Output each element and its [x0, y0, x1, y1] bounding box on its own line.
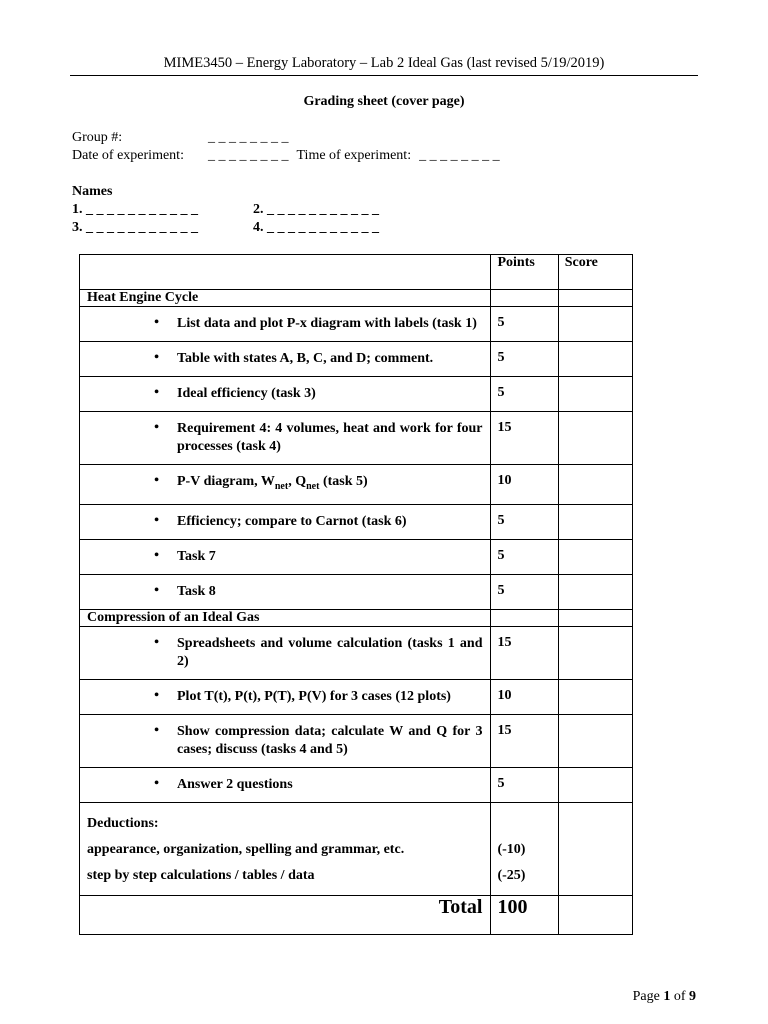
table-row: [80, 504, 633, 539]
grading-table: [79, 254, 633, 935]
group-info: [72, 129, 500, 165]
task-text: P-V diagram, $W_{net}$, $Q_{net}$ (task 5): [177, 474, 368, 492]
bullet: •: [154, 315, 159, 330]
task-points: 5: [491, 767, 558, 802]
score-cell: [558, 574, 632, 609]
task-points: 5: [491, 539, 558, 574]
score-cell: [558, 342, 632, 377]
score-cell: [558, 377, 632, 412]
table-row: [80, 377, 633, 412]
task-points: 5: [491, 342, 558, 377]
score-cell: [558, 714, 632, 767]
table-row: [80, 679, 633, 714]
time-label: Time of experiment:: [296, 148, 412, 163]
name-4: 4. _ _ _ _ _ _ _ _ _ _ _: [253, 220, 379, 235]
deduction-points: (-25): [497, 867, 526, 883]
name-2: 2. _ _ _ _ _ _ _ _ _ _ _: [253, 202, 379, 217]
task-points: 15: [491, 714, 558, 767]
page-header: MIME3450 – Energy Laboratory – Lab 2 Ideal Gas (last revised 5/19/2019): [70, 55, 698, 76]
table-header-task: [80, 255, 491, 290]
score-cell: [558, 307, 632, 342]
group-label: Group #:: [72, 130, 123, 145]
task-points: 5: [491, 377, 558, 412]
name-1: 1. _ _ _ _ _ _ _ _ _ _ _: [72, 202, 198, 217]
bullet: •: [154, 473, 159, 488]
score-cell: [558, 504, 632, 539]
page-title: Grading sheet (cover page): [303, 94, 465, 109]
deduction-item: step by step calculations / tables / data: [87, 867, 315, 883]
table-row: [80, 626, 633, 679]
table-row: [80, 574, 633, 609]
page-total: 9: [689, 989, 696, 1004]
section-compression: Compression of an Ideal Gas: [80, 609, 491, 626]
task-points: 5: [491, 504, 558, 539]
page-word: Page: [632, 989, 660, 1004]
section-row: [80, 609, 633, 626]
table-row: [80, 714, 633, 767]
name-3: 3. _ _ _ _ _ _ _ _ _ _ _: [72, 220, 198, 235]
section-row: [80, 290, 633, 307]
table-row: [80, 767, 633, 802]
date-label: Date of experiment:: [72, 148, 184, 163]
task-text: Ideal efficiency (task 3): [177, 386, 316, 401]
task-text: Answer 2 questions: [177, 776, 293, 792]
score-cell: [558, 412, 632, 465]
bullet: •: [154, 547, 159, 563]
table-header-row: [80, 255, 633, 290]
task-points: 5: [491, 307, 558, 342]
of-word: of: [673, 989, 686, 1004]
bullet: •: [154, 722, 159, 738]
deduction-points: (-10): [497, 841, 526, 857]
total-points: 100: [491, 895, 558, 934]
task-text: Show compression data; calculate W and Q for 3 cases; discuss (tasks 4 and 5): [177, 723, 483, 757]
task-text: List data and plot P-x diagram with labels (task 1): [177, 316, 477, 331]
table-row: [80, 307, 633, 342]
score-cell: [558, 767, 632, 802]
task-text: Task 8: [177, 583, 216, 599]
points-header: Points: [491, 255, 558, 290]
task-points: 15: [491, 412, 558, 465]
task-text: Task 7: [177, 548, 216, 564]
table-row: [80, 412, 633, 465]
task-text: Requirement 4: 4 volumes, heat and work for four processes (task 4): [177, 421, 483, 454]
names-block: [72, 183, 379, 237]
table-row: [80, 539, 633, 574]
date-blank: _ _ _ _ _ _ _ _: [208, 148, 289, 163]
bullet: •: [154, 350, 159, 365]
score-cell: [558, 465, 632, 505]
group-blank: _ _ _ _ _ _ _ _: [208, 130, 289, 145]
total-score-cell: [558, 895, 632, 934]
bullet: •: [154, 634, 159, 650]
task-points: 10: [491, 679, 558, 714]
bullet: •: [154, 687, 159, 703]
task-points: 5: [491, 574, 558, 609]
task-text: Table with states A, B, C, and D; comment.: [177, 351, 434, 366]
deductions-row: [80, 802, 633, 895]
bullet: •: [154, 775, 159, 791]
deductions-heading: Deductions:: [87, 815, 159, 831]
score-cell: [558, 539, 632, 574]
bullet: •: [154, 512, 159, 528]
score-cell: [558, 802, 632, 895]
task-text: Efficiency; compare to Carnot (task 6): [177, 513, 407, 529]
task-points: 15: [491, 626, 558, 679]
page-footer: [633, 989, 696, 1005]
page-number: 1: [663, 989, 671, 1004]
total-label: Total: [80, 895, 491, 934]
table-row: [80, 342, 633, 377]
bullet: •: [154, 582, 159, 598]
score-cell: [558, 626, 632, 679]
task-points: 10: [491, 465, 558, 505]
time-blank: _ _ _ _ _ _ _ _: [419, 148, 500, 163]
deduction-item: appearance, organization, spelling and grammar, etc.: [87, 841, 405, 857]
table-row: [80, 465, 633, 505]
task-text: Plot T(t), P(t), P(T), P(V) for 3 cases (12 plots): [177, 688, 451, 704]
task-text: Spreadsheets and volume calculation (tasks 1 and 2): [177, 635, 483, 669]
score-header: Score: [558, 255, 632, 290]
bullet: •: [154, 385, 159, 400]
names-heading: Names: [72, 184, 113, 199]
score-cell: [558, 679, 632, 714]
section-heat-engine: Heat Engine Cycle: [80, 290, 491, 307]
total-row: [80, 895, 633, 934]
bullet: •: [154, 420, 159, 435]
